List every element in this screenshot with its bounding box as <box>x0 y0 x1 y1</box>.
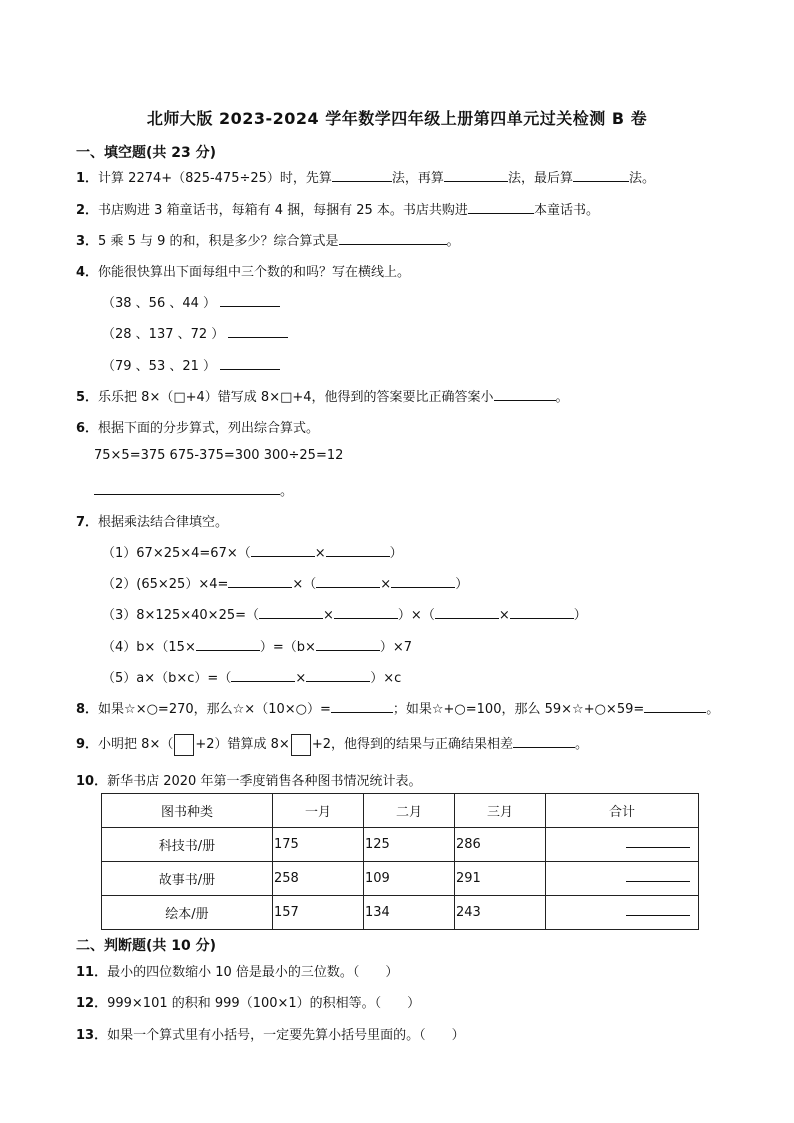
question-text: +2）错算成 8× <box>195 737 290 752</box>
question-text: 。 <box>446 234 460 249</box>
question-text: 根据下面的分步算式，列出综合算式。 <box>98 421 320 436</box>
answer-blank[interactable] <box>259 606 323 619</box>
question-text: 你能很快算出下面每组中三个数的和吗？写在横线上。 <box>98 265 411 280</box>
question-1 <box>76 167 655 186</box>
question-text: 。 <box>280 484 294 499</box>
question-text: 新华书店 2020 年第一季度销售各种图书情况统计表。 <box>107 774 422 789</box>
expr: （3）8×125×40×25=（ <box>102 608 260 623</box>
expr: ）×7 <box>379 640 413 655</box>
q7-row-5 <box>102 667 401 686</box>
question-number: 2． <box>76 203 99 218</box>
expr: （2）(65×25）×4= <box>102 577 229 592</box>
table-header-row <box>102 794 699 828</box>
answer-blank[interactable] <box>644 700 706 713</box>
answer-blank[interactable] <box>220 294 280 307</box>
question-text: 法，再算 <box>391 171 444 186</box>
question-text: 如果一个算式里有小括号，一定要先算小括号里面的。（ ） <box>107 1028 465 1043</box>
expr: （1）67×25×4=67×（ <box>102 546 251 561</box>
answer-blank[interactable] <box>228 325 288 338</box>
answer-blank[interactable] <box>231 669 295 682</box>
category-cell: 绘本/册 <box>102 896 273 930</box>
expr: ）=（b× <box>259 640 316 655</box>
answer-blank[interactable] <box>251 544 315 557</box>
question-text: 。 <box>555 390 569 405</box>
sales-table <box>101 793 699 930</box>
expr: × <box>314 546 326 561</box>
category-cell: 科技书/册 <box>102 828 273 862</box>
answer-blank[interactable] <box>332 169 392 182</box>
header-cell: 三月 <box>455 794 546 828</box>
answer-blank[interactable] <box>220 357 280 370</box>
section-heading-true-false: 二、判断题(共 10 分) <box>76 938 217 954</box>
square-box[interactable] <box>291 734 311 756</box>
question-10 <box>76 770 421 789</box>
expr: （4）b×（15× <box>102 640 196 655</box>
question-11 <box>76 961 398 980</box>
step-equations: 75×5=375 675-375=300 300÷25=12 <box>94 448 344 463</box>
question-text: 。 <box>574 737 588 752</box>
question-7 <box>76 511 228 530</box>
q7-row-1 <box>102 542 403 561</box>
expr: × <box>380 577 392 592</box>
value-cell: 175 <box>273 828 364 862</box>
answer-blank[interactable] <box>435 606 499 619</box>
question-text: 法。 <box>628 171 655 186</box>
expr: ） <box>573 608 587 623</box>
question-3 <box>76 230 460 249</box>
question-number: 13． <box>76 1028 108 1043</box>
question-9 <box>76 733 588 756</box>
question-number: 8． <box>76 702 99 717</box>
answer-blank[interactable] <box>196 638 260 651</box>
answer-blank[interactable] <box>444 169 508 182</box>
question-number: 9． <box>76 737 99 752</box>
value-cell: 291 <box>455 862 546 896</box>
question-13 <box>76 1024 465 1043</box>
question-6 <box>76 417 319 436</box>
value-cell: 125 <box>364 828 455 862</box>
answer-blank[interactable] <box>316 575 380 588</box>
answer-blank[interactable] <box>626 837 690 848</box>
header-cell: 一月 <box>273 794 364 828</box>
expr: ）×c <box>370 671 402 686</box>
table-row <box>102 862 699 896</box>
question-text: 根据乘法结合律填空。 <box>98 515 229 530</box>
answer-blank[interactable] <box>306 669 370 682</box>
question-text: 。 <box>706 702 720 717</box>
group-3 <box>102 355 280 374</box>
expr: ）×（ <box>397 608 435 623</box>
number-group: （28 、137 、72 ） <box>102 327 225 342</box>
value-cell: 157 <box>273 896 364 930</box>
answer-blank[interactable] <box>573 169 629 182</box>
page-title: 北师大版 2023-2024 学年数学四年级上册第四单元过关检测 B 卷 <box>146 109 648 128</box>
question-text: 5 乘 5 与 9 的和，积是多少？综合算式是 <box>98 234 339 249</box>
expr: × <box>323 608 334 623</box>
section-heading-fill-blank: 一、填空题(共 23 分) <box>76 145 217 161</box>
question-text: +2，他得到的结果与正确结果相差 <box>311 737 513 752</box>
number-group: （79 、53 、21 ） <box>102 359 217 374</box>
question-number: 11． <box>76 965 108 980</box>
question-number: 5． <box>76 390 99 405</box>
group-1 <box>102 292 280 311</box>
group-2 <box>102 323 288 342</box>
question-text: 999×101 的积和 999（100×1）的积相等。（ ） <box>107 996 421 1011</box>
question-number: 10． <box>76 774 108 789</box>
value-cell: 286 <box>455 828 546 862</box>
question-number: 6． <box>76 421 99 436</box>
category-cell: 故事书/册 <box>102 862 273 896</box>
total-cell <box>546 896 699 930</box>
q7-row-2 <box>102 573 468 592</box>
expr: （5）a×（b×c）=（ <box>102 671 232 686</box>
question-number: 4． <box>76 265 99 280</box>
question-number: 3． <box>76 234 99 249</box>
value-cell: 258 <box>273 862 364 896</box>
expr: × <box>498 608 510 623</box>
expr: ×（ <box>292 577 317 592</box>
square-box[interactable] <box>174 734 194 756</box>
value-cell: 134 <box>364 896 455 930</box>
question-text: 书店购进 3 箱童话书，每箱有 4 捆，每捆有 25 本。书店共购进 <box>98 203 468 218</box>
question-text: 小明把 8×（ <box>98 737 174 752</box>
header-cell: 合计 <box>546 794 699 828</box>
answer-blank[interactable] <box>334 606 398 619</box>
question-number: 1． <box>76 171 99 186</box>
answer-line <box>94 480 293 499</box>
total-cell <box>546 862 699 896</box>
header-cell: 二月 <box>364 794 455 828</box>
question-12 <box>76 992 420 1011</box>
question-text: ；如果☆+○=100，那么 59×☆+○×59= <box>392 702 645 717</box>
table-row <box>102 896 699 930</box>
answer-blank[interactable] <box>510 606 574 619</box>
question-text: 如果☆×○=270，那么☆×（10×○）= <box>98 702 331 717</box>
answer-blank[interactable] <box>626 905 690 916</box>
question-5 <box>76 386 569 405</box>
question-text: 最小的四位数缩小 10 倍是最小的三位数。（ ） <box>107 965 399 980</box>
question-number: 7． <box>76 515 99 530</box>
question-text: 本童话书。 <box>533 203 599 218</box>
question-number: 12． <box>76 996 108 1011</box>
number-group: （38 、56 、44 ） <box>102 296 217 311</box>
question-8 <box>76 698 719 717</box>
header-cell: 图书种类 <box>102 794 273 828</box>
answer-blank[interactable] <box>326 544 390 557</box>
answer-blank[interactable] <box>331 700 393 713</box>
q7-row-4 <box>102 636 412 655</box>
question-text: 计算 2274+（825-475÷25）时，先算 <box>98 171 332 186</box>
expr: ） <box>389 546 403 561</box>
answer-blank[interactable] <box>339 232 447 245</box>
total-cell <box>546 828 699 862</box>
question-2 <box>76 199 599 218</box>
expr: ） <box>455 577 469 592</box>
answer-blank[interactable] <box>468 201 534 214</box>
value-cell: 109 <box>364 862 455 896</box>
answer-blank[interactable] <box>228 575 292 588</box>
table-row <box>102 828 699 862</box>
question-4 <box>76 261 410 280</box>
answer-blank[interactable] <box>494 388 556 401</box>
answer-blank[interactable] <box>316 638 380 651</box>
answer-blank[interactable] <box>94 482 280 495</box>
expr: × <box>295 671 307 686</box>
value-cell: 243 <box>455 896 546 930</box>
question-text: 乐乐把 8×（□+4）错写成 8×□+4，他得到的答案要比正确答案小 <box>98 390 494 405</box>
answer-blank[interactable] <box>626 871 690 882</box>
answer-blank[interactable] <box>513 735 575 748</box>
answer-blank[interactable] <box>391 575 455 588</box>
question-text: 法，最后算 <box>507 171 573 186</box>
q7-row-3 <box>102 604 587 623</box>
